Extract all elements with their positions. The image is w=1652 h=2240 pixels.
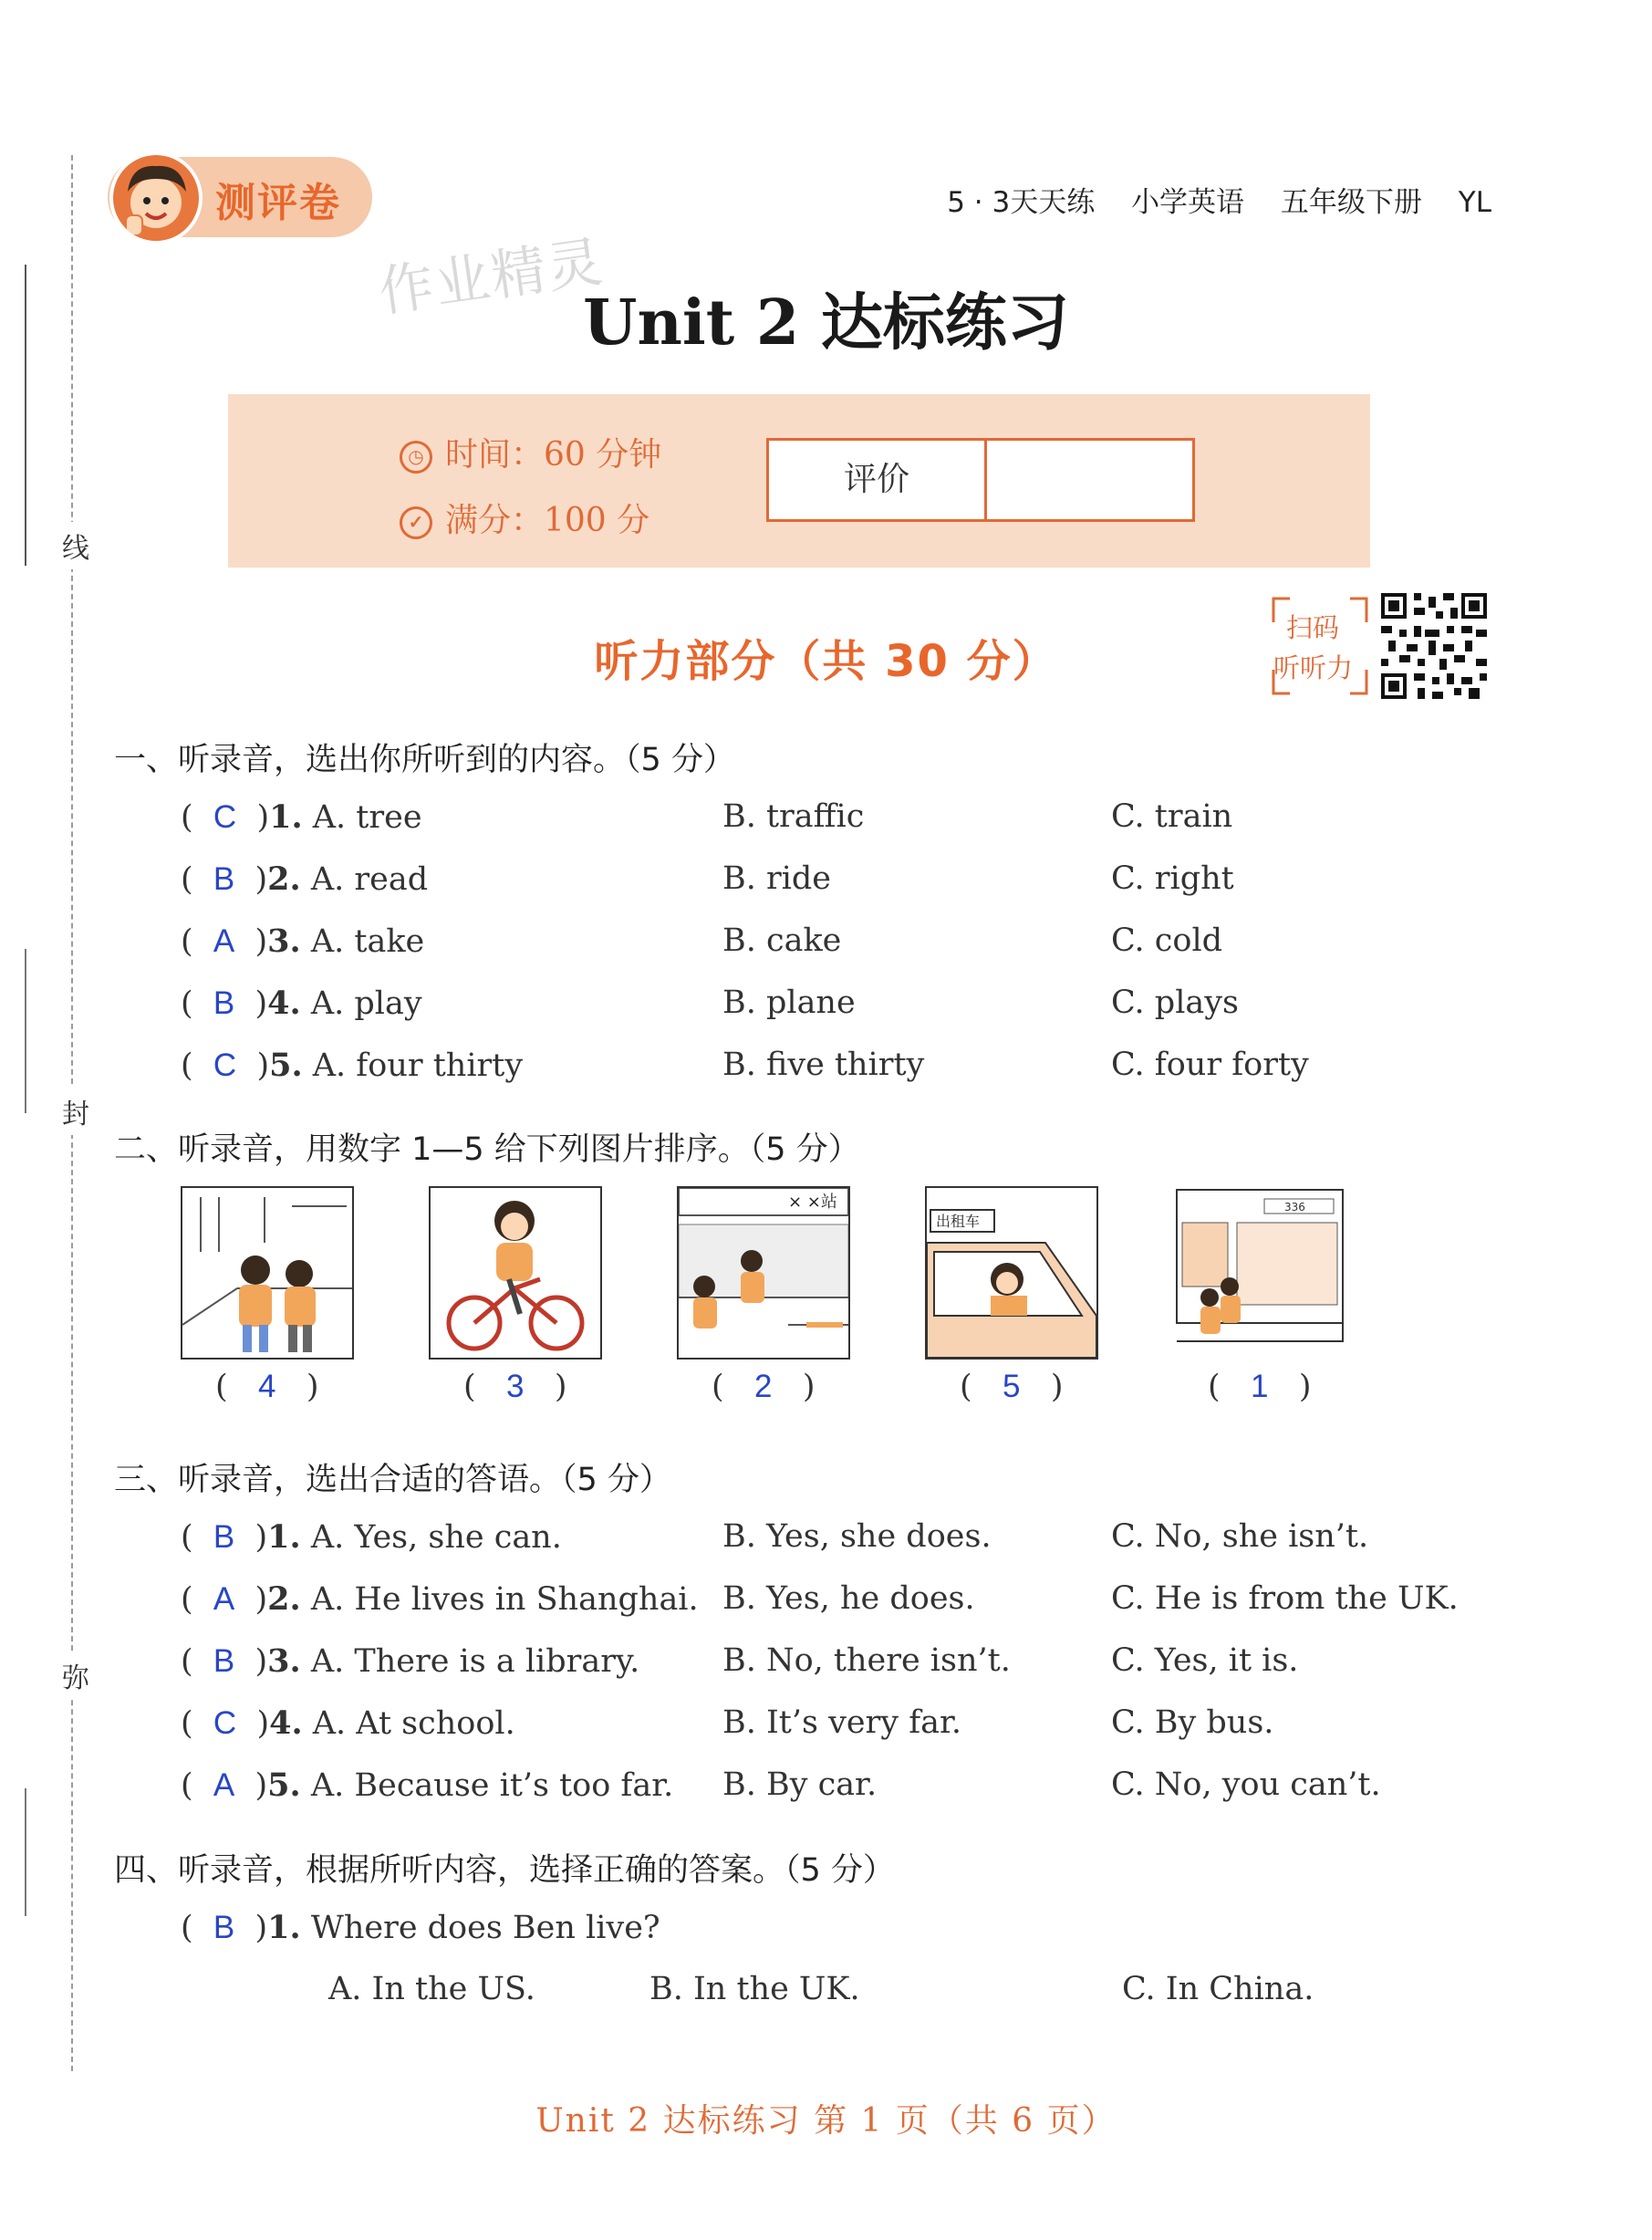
picture-girl-riding-bike — [429, 1186, 602, 1360]
answer: B — [213, 1910, 235, 1945]
part1-item-4-c: C. plays — [1111, 985, 1239, 1021]
part1-item-3-b: B. cake — [722, 922, 842, 959]
check-icon: ✓ — [400, 506, 432, 539]
part3-item-5-c: C. No, you can’t. — [1111, 1766, 1381, 1803]
picture-2-answer: ( 3 ) — [463, 1369, 567, 1405]
part1-heading: 一、听录音，选出你所听到的内容。（5 分） — [114, 742, 735, 778]
option-a: A. Because it’s too far. — [310, 1767, 674, 1804]
part3-item-2-b: B. Yes, he does. — [722, 1580, 975, 1617]
option-a: A. four thirty — [312, 1047, 524, 1084]
part3-item-3: ( B )3. A. There is a library. — [181, 1642, 640, 1680]
part1-item-1-c: C. train — [1111, 798, 1233, 835]
watermark: 作业精灵 — [375, 230, 608, 325]
part3-item-1-b: B. Yes, she does. — [722, 1518, 992, 1555]
option-a: A. read — [310, 861, 429, 898]
part4-item-1: ( B )1. Where does Ben live? — [181, 1909, 660, 1946]
answer: C — [213, 1705, 237, 1741]
part3-item-2-c: C. He is from the UK. — [1111, 1580, 1459, 1617]
picture-5-answer: ( 1 ) — [1208, 1369, 1312, 1405]
cartoon-boy-icon — [109, 151, 203, 245]
margin-char-feng: 封 — [62, 1088, 89, 1135]
margin-rule — [25, 1788, 26, 1916]
part1-item-5-c: C. four forty — [1111, 1047, 1309, 1083]
option-a: A. take — [310, 923, 425, 960]
evaluation-box — [766, 438, 1195, 522]
scan-text-line1: 扫码 — [1286, 612, 1340, 643]
part1-item-2-c: C. right — [1111, 860, 1234, 897]
part4-heading: 四、听录音，根据所听内容，选择正确的答案。（5 分） — [114, 1852, 895, 1889]
bus-number: 336 — [1284, 1201, 1305, 1214]
picture-4-answer: ( 5 ) — [960, 1369, 1064, 1405]
answer: C — [213, 1047, 237, 1083]
qr-code-icon[interactable] — [1381, 593, 1487, 699]
part3-item-5-b: B. By car. — [722, 1766, 878, 1803]
picture-3-answer: ( 2 ) — [712, 1369, 816, 1405]
series-edition: YL — [1458, 186, 1491, 219]
full-score-label: 满分：100 分 — [445, 502, 650, 539]
part4-item-1-c: C. In China. — [1122, 1971, 1314, 2007]
series-name: 5 · 3天天练 — [947, 186, 1096, 219]
answer: A — [213, 1767, 235, 1803]
part1-item-1: ( C )1. A. tree — [181, 798, 422, 836]
option-a: A. play — [310, 985, 422, 1022]
clock-icon: ◷ — [400, 441, 432, 474]
part4-item-1-b: B. In the UK. — [649, 1971, 860, 2007]
taxi-sign: 出租车 — [936, 1213, 981, 1230]
option-a: A. Yes, she can. — [310, 1519, 562, 1556]
margin-char-xian: 线 — [62, 522, 89, 569]
part3-item-2: ( A )2. A. He lives in Shanghai. — [181, 1580, 699, 1618]
part3-item-1-c: C. No, she isn’t. — [1111, 1518, 1369, 1555]
page-footer: Unit 2 达标练习 第 1 页（共 6 页） — [535, 2102, 1117, 2140]
time-row — [400, 429, 661, 475]
answer: B — [213, 1519, 235, 1555]
badge-label: 测评卷 — [215, 180, 341, 226]
picture-woman-driving-taxi — [925, 1186, 1098, 1360]
series-info — [920, 179, 1491, 220]
part3-item-4-c: C. By bus. — [1111, 1704, 1274, 1741]
listening-section-title: 听力部分（共 30 分） — [594, 636, 1058, 687]
option-a: A. tree — [312, 799, 422, 836]
picture-kids-boarding-bus — [1173, 1186, 1346, 1360]
part1-item-1-b: B. traffic — [722, 798, 865, 835]
margin-char-mi: 弥 — [62, 1651, 89, 1699]
part1-item-5: ( C )5. A. four thirty — [181, 1047, 524, 1084]
question-text: Where does Ben live? — [310, 1910, 660, 1946]
part3-item-5: ( A )5. A. Because it’s too far. — [181, 1766, 674, 1804]
part4-item-1-a: A. In the US. — [328, 1971, 535, 2007]
evaluation-label: 评价 — [769, 441, 987, 519]
part3-item-3-b: B. No, there isn’t. — [722, 1642, 1011, 1679]
time-label: 时间：60 分钟 — [445, 436, 662, 474]
part3-heading: 三、听录音，选出合适的答语。（5 分） — [114, 1462, 671, 1498]
option-a: A. There is a library. — [310, 1643, 640, 1680]
answer: B — [213, 861, 235, 897]
answer: C — [213, 799, 237, 835]
part3-item-4: ( C )4. A. At school. — [181, 1704, 515, 1742]
part1-item-5-b: B. five thirty — [722, 1047, 925, 1083]
margin-rule — [25, 949, 26, 1113]
option-a: A. At school. — [312, 1705, 515, 1742]
part1-item-2: ( B )2. A. read — [181, 860, 429, 898]
series-grade: 五年级下册 — [1280, 186, 1422, 219]
answer: A — [213, 923, 235, 959]
page-title: Unit 2 达标练习 — [583, 287, 1069, 359]
full-score-row — [400, 495, 649, 541]
answer: B — [213, 985, 235, 1021]
option-a: A. He lives in Shanghai. — [310, 1581, 699, 1618]
part1-item-4-b: B. plane — [722, 985, 856, 1021]
part3-item-3-c: C. Yes, it is. — [1111, 1642, 1299, 1679]
part3-item-1: ( B )1. A. Yes, she can. — [181, 1518, 562, 1556]
series-subject: 小学英语 — [1131, 186, 1245, 219]
part1-item-4: ( B )4. A. play — [181, 985, 422, 1022]
part2-heading: 二、听录音，用数字 1—5 给下列图片排序。（5 分） — [114, 1131, 860, 1168]
part1-item-3-c: C. cold — [1111, 922, 1223, 959]
picture-children-at-station — [677, 1186, 850, 1360]
part1-item-2-b: B. ride — [722, 860, 832, 897]
picture-1-answer: ( 4 ) — [215, 1369, 319, 1405]
answer: A — [213, 1581, 235, 1617]
picture-two-boys-walking — [181, 1186, 354, 1360]
scan-text-line2: 听听力 — [1273, 652, 1354, 683]
part1-item-3: ( A )3. A. take — [181, 922, 425, 960]
station-sign: × ×站 — [788, 1193, 837, 1212]
answer: B — [213, 1643, 235, 1679]
part3-item-4-b: B. It’s very far. — [722, 1704, 962, 1741]
